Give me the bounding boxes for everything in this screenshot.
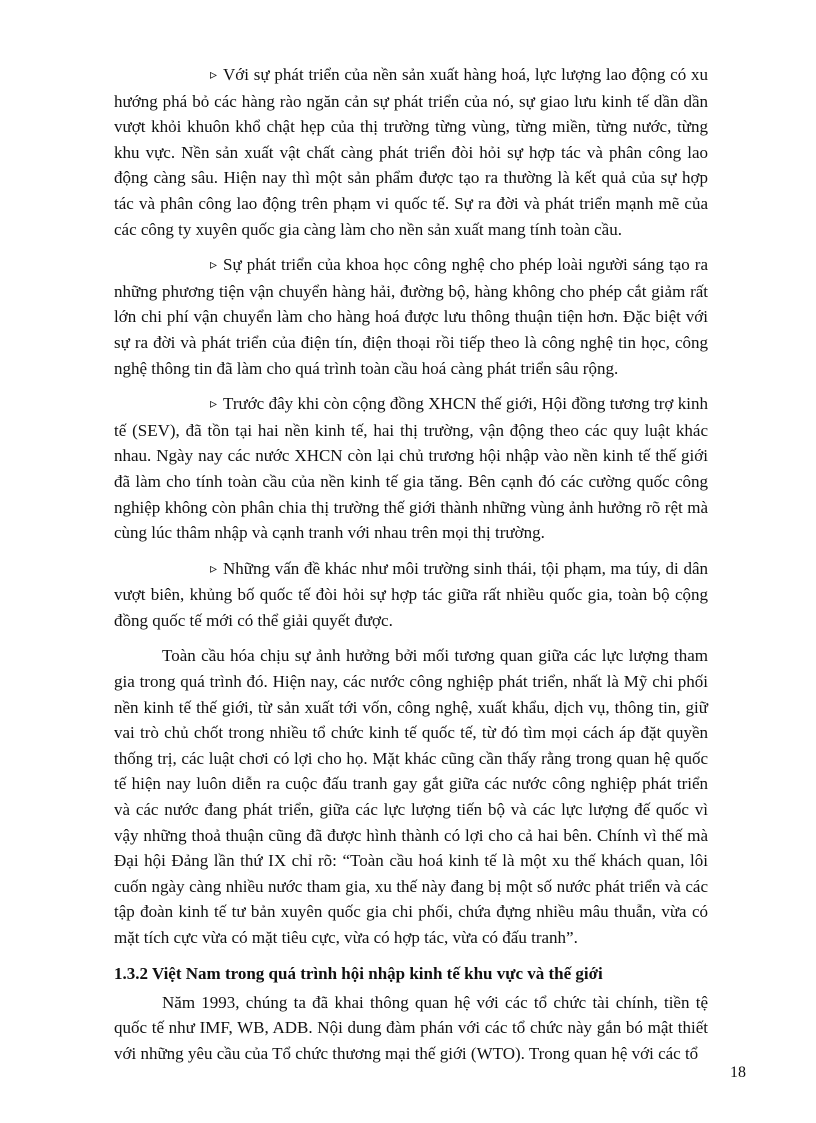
page-number: 18: [730, 1064, 746, 1081]
triangle-bullet-icon: ▹: [210, 397, 218, 413]
paragraph-text: Trước đây khi còn cộng đồng XHCN thế giới, Hội đồng tương trợ kinh tế (SEV), đã tồn tại hai nền kinh tế, hai thị trường, vận động theo các quy luật khác nhau. Ngày nay các nước XHCN còn lại chủ trương hội nhập vào nền kinh tế thế giới đã làm cho tính toàn cầu của nền kinh tế gia tăng. Bên cạnh đó các cường quốc công nghiệp không còn phân chia thị trường thế giới thành những vùng ảnh hưởng rõ rệt mà cùng lúc thâm nhập và cạnh tranh với nhau trên mọi thị trường.: [114, 394, 708, 543]
body-paragraph: Năm 1993, chúng ta đã khai thông quan hệ với các tổ chức tài chính, tiền tệ quốc tế như IMF, WB, ADB. Nội dung đàm phán với các tổ chức này gắn bó mật thiết với những yêu cầu của Tổ chức thương mại thế giới (WTO). Trong quan hệ với các tổ: [114, 992, 708, 1063]
bullet-paragraph: [114, 391, 708, 546]
triangle-bullet-icon: ▹: [210, 68, 218, 83]
triangle-bullet-icon: ▹: [210, 258, 218, 274]
paragraph-text: Với sự phát triển của nền sản xuất hàng hoá, lực lượng lao động có xu hướng phá bỏ các hàng rào ngăn cản sự phát triển của nó, sự giao lưu kinh tế dần dần vượt khỏi khuôn khổ chật hẹp của thị trường từng vùng, từng miền, từng nước, từng khu vực. Nền sản xuất vật chất càng phát triển đòi hỏi sự hợp tác và phân công lao động càng sâu. Hiện nay thì một sản phẩm được tạo ra thường là kết quả của sự hợp tác và phân công lao động trên phạm vi quốc tế. Sự ra đời và phát triển mạnh mẽ của các công ty xuyên quốc gia càng làm cho nền sản xuất mang tính toàn cầu.: [114, 65, 708, 239]
paragraph-text: Những vấn đề khác như môi trường sinh thái, tội phạm, ma túy, di dân vượt biên, khủng bố quốc tế đòi hỏi sự hợp tác giữa rất nhiều quốc gia, toàn bộ cộng đồng quốc tế mới có thể giải quyết được.: [114, 558, 708, 630]
section-heading: 1.3.2 Việt Nam trong quá trình hội nhập kinh tế khu vực và thế giới: [114, 963, 603, 983]
page-body: [114, 62, 708, 1076]
bullet-paragraph: [114, 556, 708, 634]
paragraph-text: Sự phát triển của khoa học công nghệ cho phép loài người sáng tạo ra những phương tiện vận chuyển hàng hải, đường bộ, hàng không cho phép cắt giảm rất lớn chi phí vận chuyển làm cho hàng hoá được lưu thông thuận tiện hơn. Đặc biệt với sự ra đời và phát triển của điện tín, điện thoại rồi tiếp theo là công nghệ tin học, công nghệ thông tin đã làm cho quá trình toàn cầu hoá càng phát triển sâu rộng.: [114, 255, 708, 378]
triangle-bullet-icon: ▹: [210, 561, 218, 577]
bullet-paragraph: [114, 252, 708, 381]
body-paragraph: Toàn cầu hóa chịu sự ảnh hưởng bởi mối tương quan giữa các lực lượng tham gia trong quá trình đó. Hiện nay, các nước công nghiệp phát triển, nhất là Mỹ chi phối nền kinh tế thế giới, từ sản xuất tới vốn, công nghệ, xuất khẩu, dịch vụ, thông tin, giữ vai trò chủ chốt trong nhiều tổ chức kinh tế quốc tế, từ đó tìm mọi cách áp đặt quyền thống trị, các luật chơi có lợi cho họ. Mặt khác cũng cần thấy rằng trong quan hệ quốc tế hiện nay luôn diễn ra cuộc đấu tranh gay gắt giữa các nước công nghiệp phát triển và các nước đang phát triển, giữa các lực lượng tiến bộ và các lực lượng đế quốc vì vậy những thoả thuận cũng đã được hình thành có lợi cho cả hai bên. Chính vì thế mà Đại hội Đảng lần thứ IX chỉ rõ: “Toàn cầu hoá kinh tế là một xu thế khách quan, lôi cuốn ngày càng nhiều nước tham gia, xu thế này đang bị một số nước phát triển và các tập đoàn kinh tế tư bản xuyên quốc gia chi phối, chứa đựng nhiều mâu thuẫn, vừa có mặt tích cực vừa có mặt tiêu cực, vừa có hợp tác, vừa có đấu tranh”.: [114, 646, 708, 947]
bullet-paragraph: [114, 62, 708, 242]
